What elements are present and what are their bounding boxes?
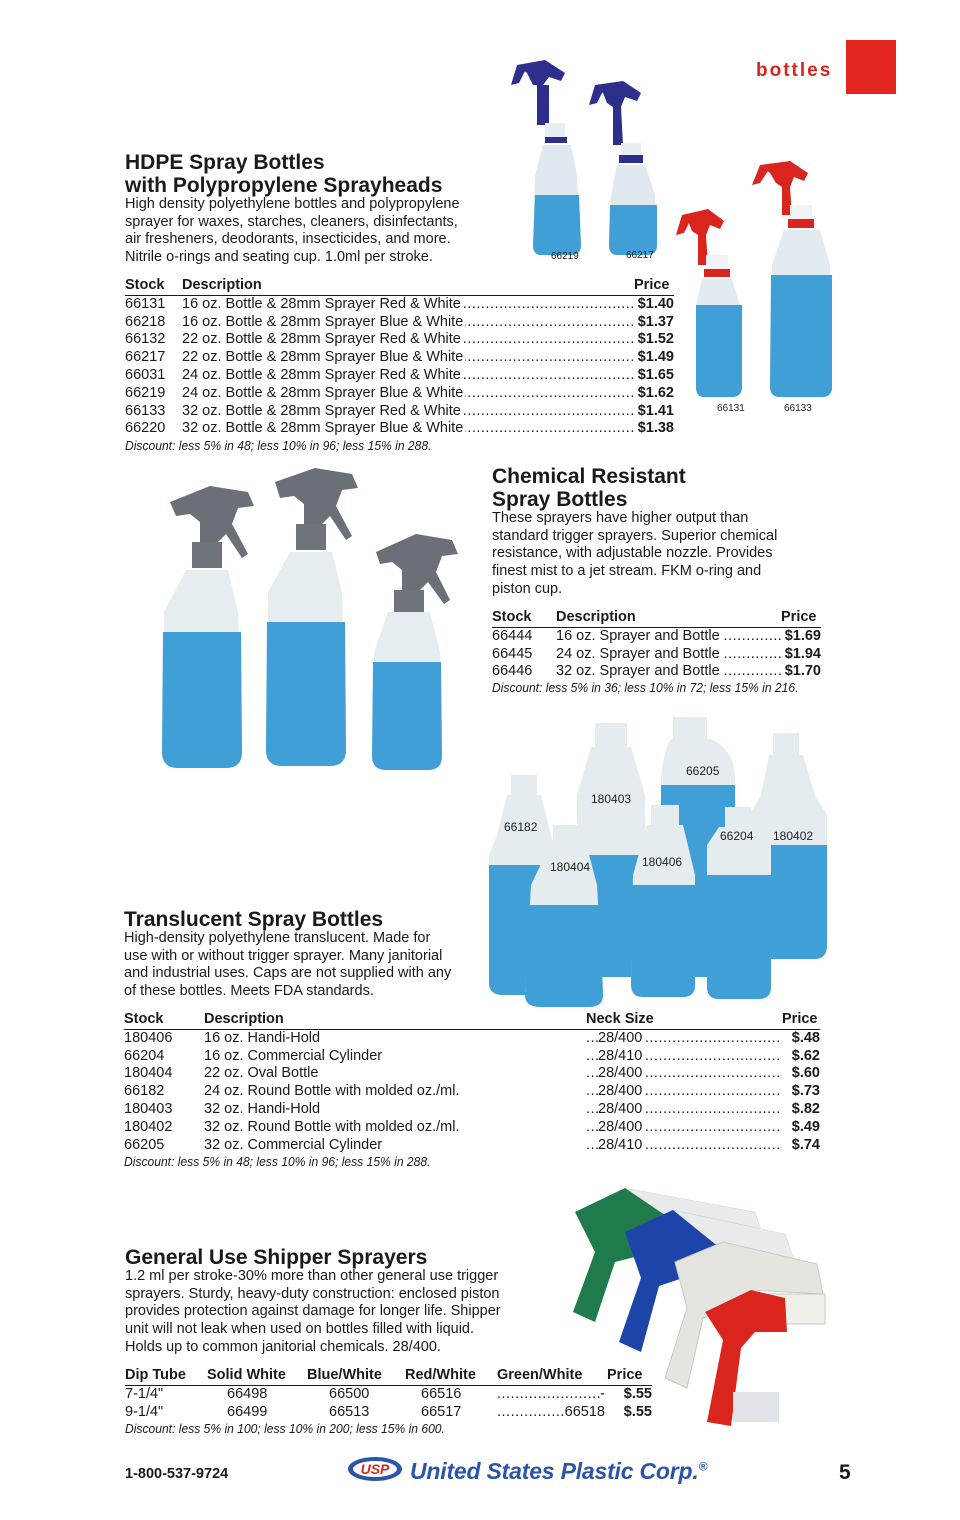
col-header-price: Price — [607, 1367, 652, 1385]
price-value: $1.38 — [637, 420, 674, 437]
table-row — [124, 1101, 820, 1119]
stock-number: 180406 — [124, 1029, 173, 1046]
table-row — [125, 1404, 652, 1422]
image-caption: 66219 — [551, 251, 579, 262]
image-caption: 66131 — [717, 403, 745, 414]
col-header-price: Price — [634, 277, 674, 295]
dip-tube-length: 7-1/4" — [125, 1385, 164, 1402]
stock-number: 66133 — [125, 402, 166, 419]
price-value: $.62 — [791, 1047, 820, 1064]
stock-number: 66218 — [125, 313, 166, 330]
price-value: $1.94 — [784, 645, 821, 662]
col-header-blue-white: Blue/White — [307, 1367, 405, 1385]
solid-white-number: 66499 — [227, 1403, 268, 1420]
price-value: $.74 — [791, 1136, 820, 1153]
blue-white-number: 66513 — [329, 1403, 370, 1420]
page-number: 5 — [839, 1461, 851, 1484]
neck-size: 28/400 ..... — [586, 1119, 782, 1137]
bottle-66219 — [511, 60, 581, 255]
neck-size: 28/400 ..... — [586, 1083, 782, 1101]
stock-number: 66446 — [492, 663, 533, 680]
table-row — [125, 420, 674, 438]
table-row — [125, 403, 674, 421]
phone-number: 1-800-537-9724 — [125, 1466, 229, 1482]
bottle-small-right — [372, 534, 458, 770]
price-table-translucent — [124, 1011, 820, 1154]
price-value: $.82 — [791, 1100, 820, 1117]
product-description: 16 oz. Bottle & 28mm Sprayer Blue & White ..... — [182, 314, 634, 332]
price-value: $1.65 — [637, 366, 674, 383]
price-value: $.73 — [791, 1083, 820, 1100]
bottle-66133 — [752, 161, 832, 397]
price-value: $1.52 — [637, 331, 674, 348]
section-chemical-resistant — [492, 465, 686, 511]
section-title-line2: Spray Bottles — [492, 488, 628, 511]
category-tab-block — [846, 40, 896, 94]
stock-number: 66031 — [125, 366, 166, 383]
discount-note: Discount: less 5% in 100; less 10% in 200; less 15% in 600. — [125, 1421, 445, 1436]
section-description: 1.2 ml per stroke-30% more than other general use trigger sprayers. Sturdy, heavy-duty construction: enclosed piston provides protection against damage for longer life. Shipper unit will not leak when used on bottles filled with liquid. Holds up to common janitorial chemicals. 28/400. — [125, 1268, 501, 1355]
neck-size: 28/400 ..... — [586, 1065, 782, 1083]
image-caption: 66205 — [686, 764, 720, 778]
image-caption: 66133 — [784, 403, 812, 414]
stock-number: 66217 — [125, 349, 166, 366]
table-row — [492, 627, 821, 645]
col-header-stock: Stock — [125, 277, 182, 295]
table-row — [124, 1048, 820, 1066]
table-row — [124, 1119, 820, 1137]
stock-number: 180402 — [124, 1118, 173, 1135]
discount-note: Discount: less 5% in 48; less 10% in 96; less 15% in 288. — [125, 438, 432, 453]
sprayer-red — [705, 1290, 787, 1426]
price-table-chemical — [492, 609, 821, 681]
neck-size: 28/410 ..... — [586, 1137, 782, 1155]
usp-logo — [347, 1456, 403, 1482]
blue-white-number: 66500 — [329, 1385, 370, 1402]
product-description: 22 oz. Bottle & 28mm Sprayer Blue & White ..... — [182, 349, 634, 367]
table-row — [492, 646, 821, 664]
section-title: HDPE Spray Bottles — [125, 151, 325, 174]
product-description: 22 oz. Oval Bottle — [204, 1065, 319, 1082]
image-caption: 66217 — [626, 250, 654, 261]
col-header-dip-tube: Dip Tube — [125, 1367, 207, 1385]
product-description: 32 oz. Round Bottle with molded oz./ml. — [204, 1118, 460, 1135]
price-value: $1.37 — [637, 313, 674, 330]
price-value: $1.41 — [637, 402, 674, 419]
col-header-stock: Stock — [124, 1011, 204, 1029]
col-header-green-white: Green/White — [497, 1367, 607, 1385]
image-caption: 180402 — [773, 829, 814, 843]
col-header-description: Description — [182, 277, 634, 295]
stock-number: 66131 — [125, 295, 166, 312]
neck-size: 28/400 ..... — [586, 1029, 782, 1047]
brand-name: United States Plastic Corp.® — [410, 1458, 708, 1484]
product-description: 32 oz. Bottle & 28mm Sprayer Red & White ..... — [182, 403, 634, 421]
product-description: 16 oz. Bottle & 28mm Sprayer Red & White ..... — [182, 295, 634, 313]
product-description: 32 oz. Bottle & 28mm Sprayer Blue & White ..... — [182, 420, 634, 438]
col-header-stock: Stock — [492, 609, 556, 627]
red-white-number: 66517 — [421, 1403, 462, 1420]
table-row — [125, 314, 674, 332]
product-description: 24 oz. Sprayer and Bottle ..... — [556, 646, 781, 664]
table-row — [124, 1083, 820, 1101]
table-row — [125, 367, 674, 385]
bottle-large-left — [162, 486, 254, 768]
section-title: General Use Shipper Sprayers — [125, 1246, 428, 1269]
blue-sprayer-bottles-image — [505, 55, 680, 265]
product-description: 24 oz. Bottle & 28mm Sprayer Blue & White ..... — [182, 385, 634, 403]
svg-text:USP: USP — [360, 1461, 390, 1477]
solid-white-number: 66498 — [227, 1385, 268, 1402]
price-value: $1.70 — [784, 663, 821, 680]
table-row — [125, 349, 674, 367]
bottle-large-middle — [266, 468, 358, 766]
table-row — [125, 295, 674, 313]
price-value: $.55 — [623, 1385, 652, 1402]
neck-size: 28/410 ..... — [586, 1048, 782, 1066]
stock-number: 180403 — [124, 1100, 173, 1117]
col-header-description: Description — [556, 609, 781, 627]
section-title: Translucent Spray Bottles — [124, 908, 384, 931]
stock-number: 66204 — [124, 1047, 165, 1064]
product-description: 32 oz. Commercial Cylinder — [204, 1136, 383, 1153]
table-row — [125, 385, 674, 403]
discount-note: Discount: less 5% in 36; less 10% in 72; less 15% in 216. — [492, 680, 799, 695]
price-value: $.60 — [791, 1065, 820, 1082]
product-description: 22 oz. Bottle & 28mm Sprayer Red & White ..... — [182, 331, 634, 349]
price-table-shipper — [125, 1367, 652, 1421]
table-row — [124, 1137, 820, 1155]
chemical-resistant-bottles-image — [150, 462, 480, 782]
section-title-line2: with Polypropylene Sprayheads — [125, 174, 443, 197]
bottle-66131 — [676, 209, 742, 397]
col-header-red-white: Red/White — [405, 1367, 497, 1385]
green-white-number: 66518 ..... — [497, 1404, 607, 1422]
stock-number: 66219 — [125, 384, 166, 401]
green-white-number: - ..... — [497, 1385, 607, 1403]
stock-number: 180404 — [124, 1065, 173, 1082]
image-caption: 180403 — [591, 792, 632, 806]
col-header-solid-white: Solid White — [207, 1367, 307, 1385]
stock-number: 66445 — [492, 645, 533, 662]
table-row — [125, 331, 674, 349]
section-description: High-density polyethylene translucent. Made for use with or without trigger sprayer. Many janitorial and industrial uses. Caps are not supplied with any of these bottles. Meets FDA standards. — [124, 930, 452, 1000]
bottle-66217 — [589, 81, 657, 255]
product-description: 32 oz. Handi-Hold — [204, 1100, 321, 1117]
product-description: 16 oz. Handi-Hold — [204, 1029, 321, 1046]
table-row — [125, 1385, 652, 1403]
price-value: $.48 — [791, 1029, 820, 1046]
red-sprayer-bottles-image — [672, 155, 842, 405]
stock-number: 66182 — [124, 1083, 165, 1100]
product-description: 16 oz. Sprayer and Bottle ..... — [556, 627, 781, 645]
stock-number: 66205 — [124, 1136, 165, 1153]
price-table-hdpe — [125, 277, 674, 438]
table-row — [124, 1029, 820, 1047]
price-value: $1.40 — [637, 295, 674, 312]
image-caption: 180404 — [550, 860, 591, 874]
image-caption: 180406 — [642, 855, 683, 869]
neck-size: 28/400 ..... — [586, 1101, 782, 1119]
col-header-description: Description — [204, 1011, 586, 1029]
product-description: 32 oz. Sprayer and Bottle ..... — [556, 663, 781, 681]
stock-number: 66132 — [125, 331, 166, 348]
price-value: $1.49 — [637, 349, 674, 366]
image-caption: 66182 — [504, 820, 538, 834]
section-description: High density polyethylene bottles and polypropylene sprayer for waxes, starches, cleaners, disinfectants, air fresheners, deodorants, insecticides, and more. Nitrile o-rings and seating cup. 1.0ml per stroke. — [125, 196, 460, 266]
col-header-price: Price — [782, 1011, 820, 1029]
price-value: $.49 — [791, 1118, 820, 1135]
image-caption: 66204 — [720, 829, 754, 843]
section-title: Chemical Resistant — [492, 465, 686, 488]
section-description: These sprayers have higher output than standard trigger sprayers. Superior chemical resistance, with adjustable nozzle. Provides finest mist to a jet stream. FKM o-ring and piston cup. — [492, 510, 778, 597]
discount-note: Discount: less 5% in 48; less 10% in 96; less 15% in 288. — [124, 1154, 431, 1169]
product-description: 24 oz. Bottle & 28mm Sprayer Red & White ..... — [182, 367, 634, 385]
table-row — [124, 1065, 820, 1083]
dip-tube-length: 9-1/4" — [125, 1403, 164, 1420]
red-white-number: 66516 — [421, 1385, 462, 1402]
product-description: 16 oz. Commercial Cylinder — [204, 1047, 383, 1064]
stock-number: 66220 — [125, 420, 166, 437]
col-header-price: Price — [781, 609, 821, 627]
col-header-neck-size: Neck Size — [586, 1011, 782, 1029]
section-hdpe — [125, 151, 442, 197]
price-value: $1.62 — [637, 384, 674, 401]
category-label: bottles — [756, 60, 833, 81]
price-value: $1.69 — [784, 627, 821, 644]
table-row — [492, 663, 821, 681]
stock-number: 66444 — [492, 627, 533, 644]
product-description: 24 oz. Round Bottle with molded oz./ml. — [204, 1083, 460, 1100]
price-value: $.55 — [623, 1403, 652, 1420]
